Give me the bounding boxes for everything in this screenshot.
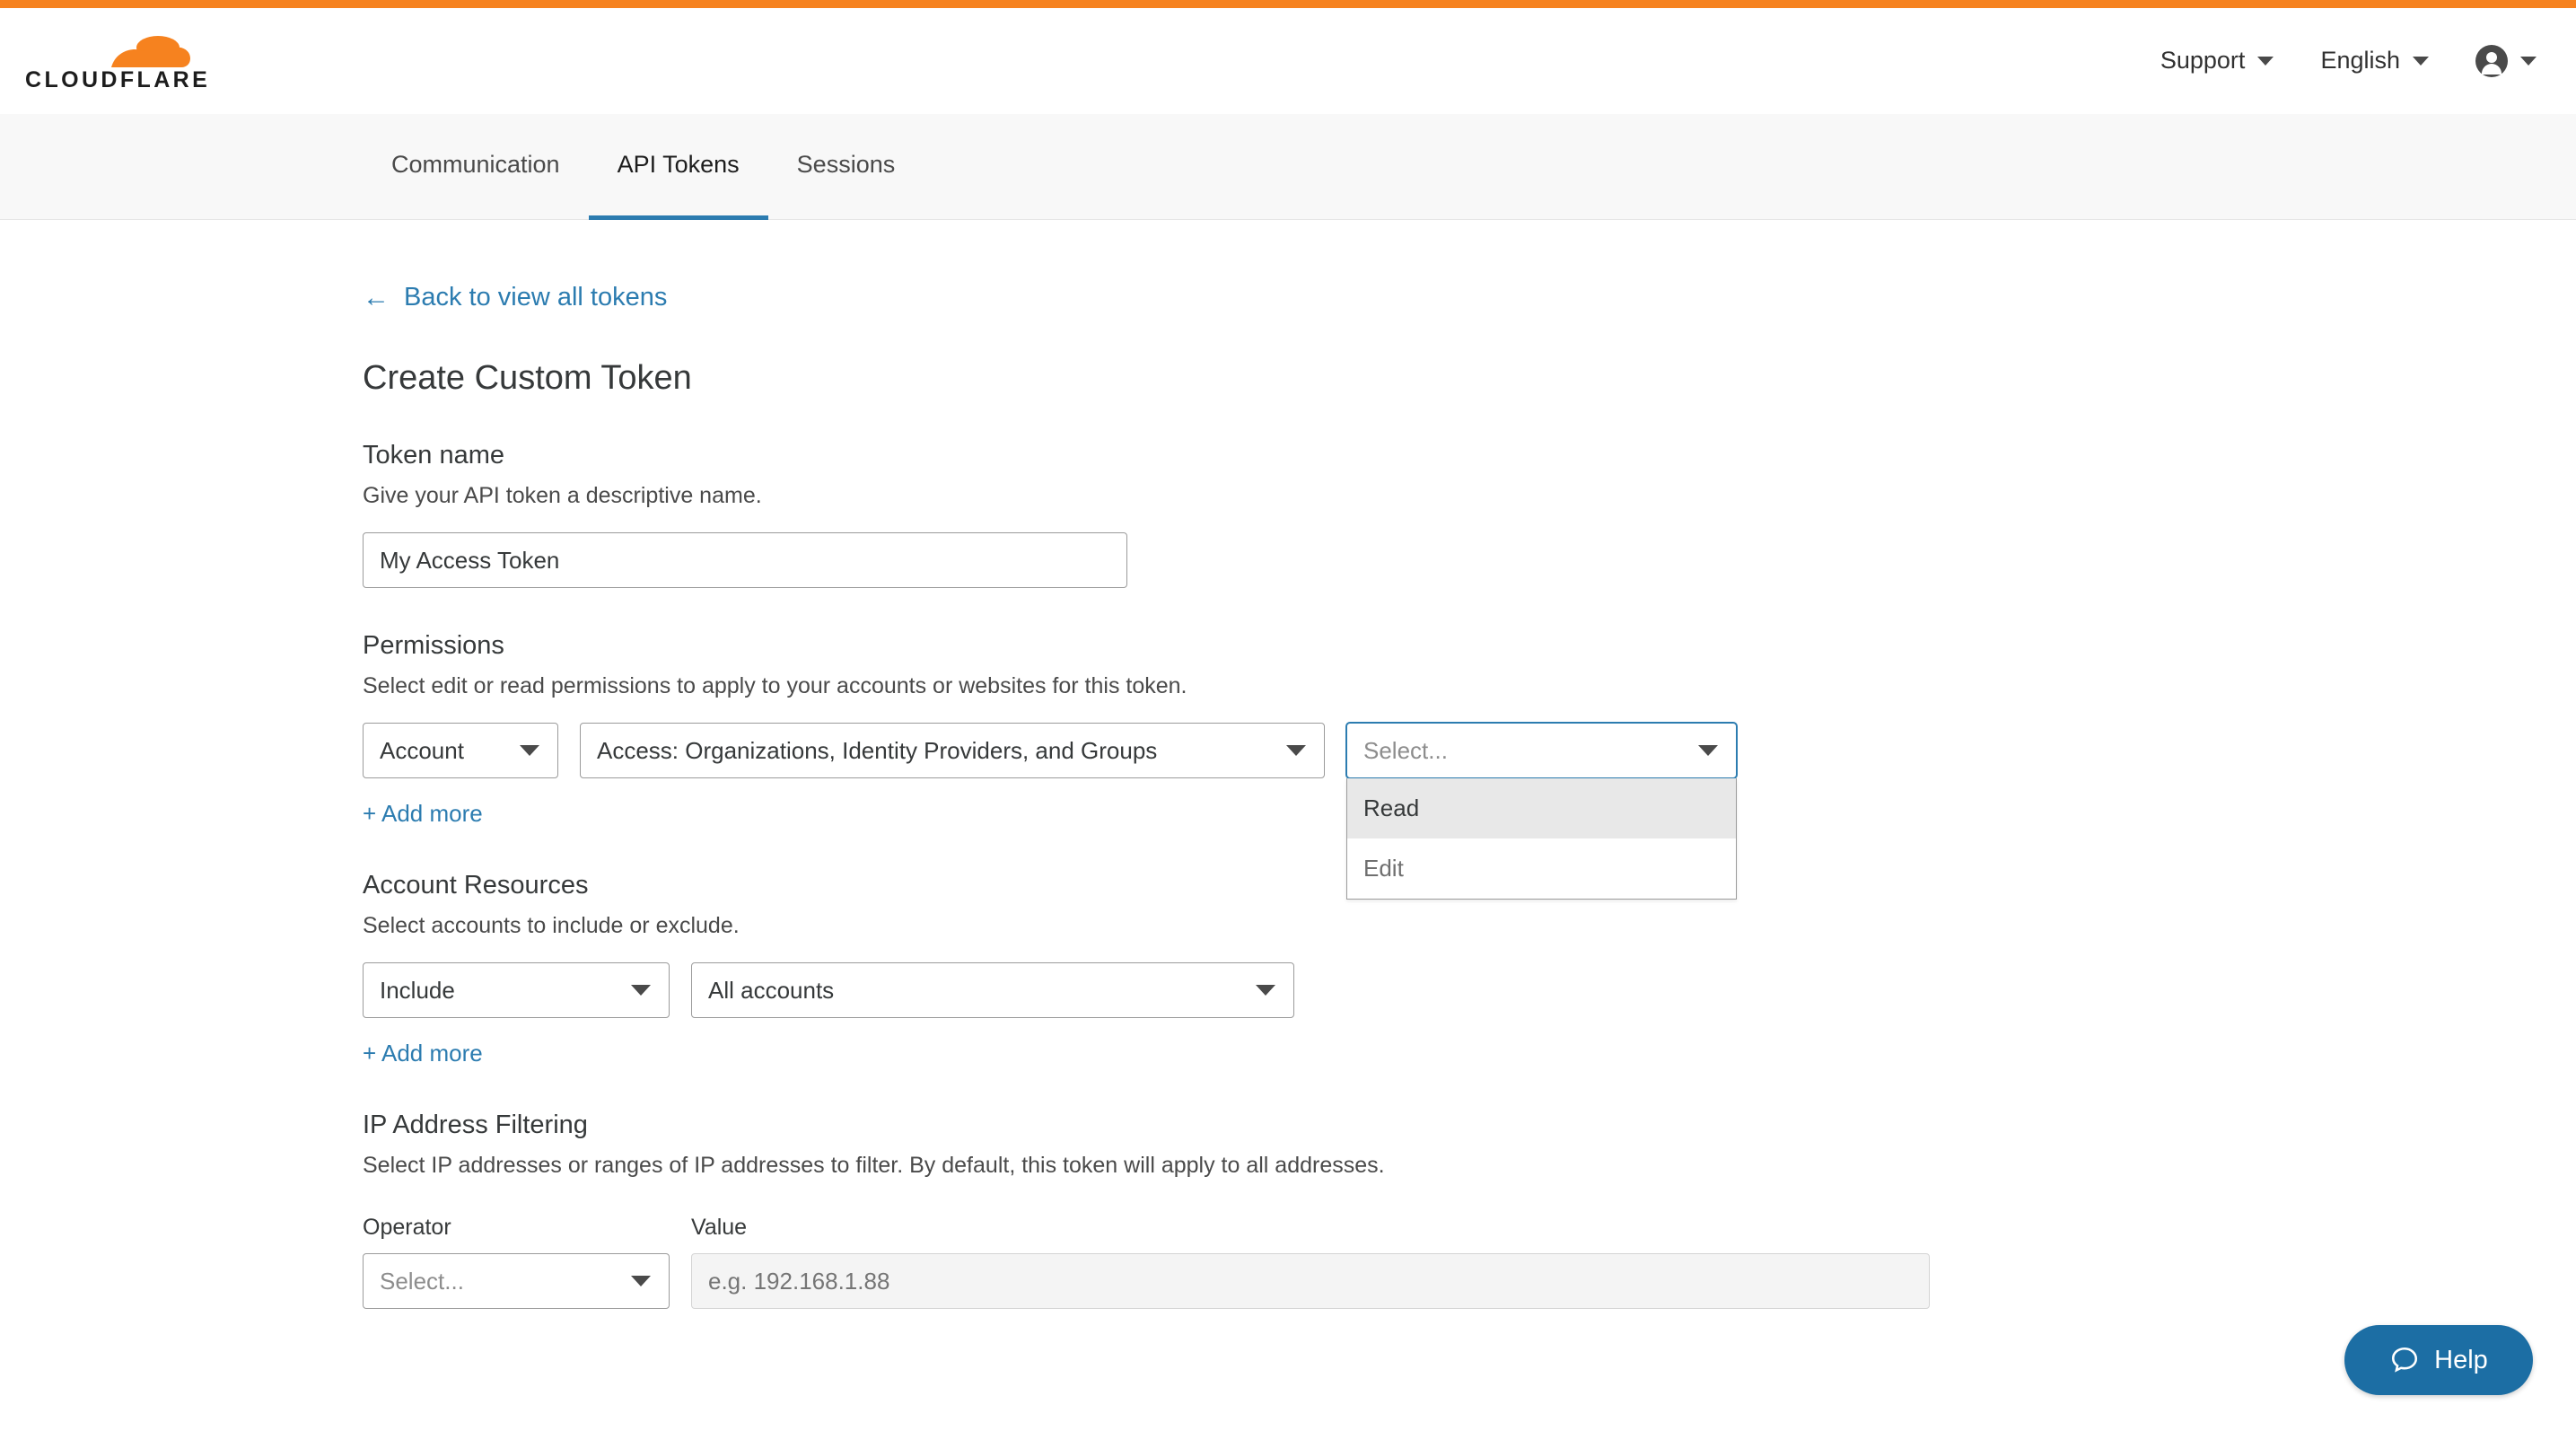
permission-level-value: Select...	[1363, 736, 1448, 764]
chevron-down-icon	[631, 1276, 651, 1286]
dropdown-option-edit[interactable]	[1347, 838, 1736, 899]
tab-communication[interactable]	[363, 114, 589, 220]
chevron-down-icon	[2520, 57, 2537, 66]
account-resources-description: Select accounts to include or exclude.	[363, 913, 740, 938]
back-link-label: Back to view all tokens	[404, 283, 668, 312]
permissions-description: Select edit or read permissions to apply to your accounts or websites for this token.	[363, 673, 1187, 698]
chevron-down-icon	[631, 985, 651, 996]
back-to-tokens-link[interactable]	[363, 283, 667, 312]
dropdown-option-label: Edit	[1363, 855, 1404, 882]
cloudflare-logo-icon	[25, 31, 214, 91]
chevron-down-icon	[1286, 745, 1306, 756]
ip-value-label: Value	[691, 1215, 748, 1240]
header-actions	[2137, 45, 2540, 77]
ip-filtering-row	[363, 1253, 2576, 1309]
ip-filtering-heading: IP Address Filtering	[363, 1111, 588, 1139]
account-resources-value-select[interactable]	[691, 962, 1294, 1018]
ip-operator-value: Select...	[380, 1267, 464, 1295]
ip-value-input[interactable]	[691, 1253, 1930, 1309]
tab-label: Sessions	[796, 151, 896, 178]
chat-bubble-icon	[2389, 1345, 2420, 1375]
account-resources-operator-select[interactable]	[363, 962, 670, 1018]
chevron-down-icon	[1256, 985, 1275, 996]
ip-operator-select[interactable]	[363, 1253, 670, 1309]
token-name-input[interactable]	[363, 532, 1127, 588]
avatar	[2475, 45, 2508, 77]
profile-tabs	[0, 114, 2576, 220]
permission-level-select[interactable]	[1346, 723, 1737, 778]
support-menu[interactable]	[2137, 47, 2298, 75]
token-name-description: Give your API token a descriptive name.	[363, 483, 762, 508]
page-title: Create Custom Token	[363, 359, 692, 397]
permission-item-value: Access: Organizations, Identity Providers, and Groups	[597, 736, 1158, 764]
arrow-left-icon: ←	[363, 282, 390, 312]
dropdown-option-label: Read	[1363, 795, 1420, 821]
token-name-heading: Token name	[363, 441, 504, 470]
dropdown-option-read[interactable]	[1347, 778, 1736, 838]
tab-sessions[interactable]	[768, 114, 924, 220]
chevron-down-icon	[2413, 57, 2429, 66]
ip-filtering-description: Select IP addresses or ranges of IP addresses to filter. By default, this token will apply to all addresses.	[363, 1153, 1385, 1178]
permission-item-select[interactable]	[580, 723, 1325, 778]
permissions-add-more-button[interactable]: + Add more	[363, 800, 483, 827]
tab-label: Communication	[391, 151, 560, 178]
account-resources-value: All accounts	[708, 976, 835, 1004]
page-header	[0, 8, 2576, 114]
account-resources-operator-value: Include	[380, 976, 455, 1004]
account-resources-heading: Account Resources	[363, 871, 589, 900]
cloudflare-logo[interactable]	[25, 31, 214, 91]
language-menu[interactable]	[2297, 47, 2452, 75]
tab-api-tokens[interactable]	[589, 114, 768, 220]
permission-scope-value: Account	[380, 736, 464, 764]
ip-filtering-labels	[363, 1215, 2576, 1241]
account-menu[interactable]	[2452, 45, 2540, 77]
account-resources-add-more-button[interactable]: + Add more	[363, 1040, 483, 1067]
permissions-heading: Permissions	[363, 631, 504, 660]
account-resources-row	[363, 962, 2576, 1018]
chevron-down-icon	[1698, 745, 1718, 756]
chevron-down-icon	[2257, 57, 2274, 66]
help-button[interactable]	[2344, 1325, 2533, 1395]
chevron-down-icon	[520, 745, 539, 756]
ip-operator-label: Operator	[363, 1215, 451, 1240]
permission-level-dropdown	[1346, 778, 1737, 900]
svg-text:CLOUDFLARE: CLOUDFLARE	[25, 66, 211, 91]
tab-label: API Tokens	[617, 151, 740, 178]
permission-scope-select[interactable]	[363, 723, 558, 778]
help-label: Help	[2434, 1345, 2488, 1374]
support-label: Support	[2160, 47, 2246, 74]
language-label: English	[2320, 47, 2400, 74]
top-accent-bar	[0, 0, 2576, 8]
main-content	[0, 283, 2576, 1309]
